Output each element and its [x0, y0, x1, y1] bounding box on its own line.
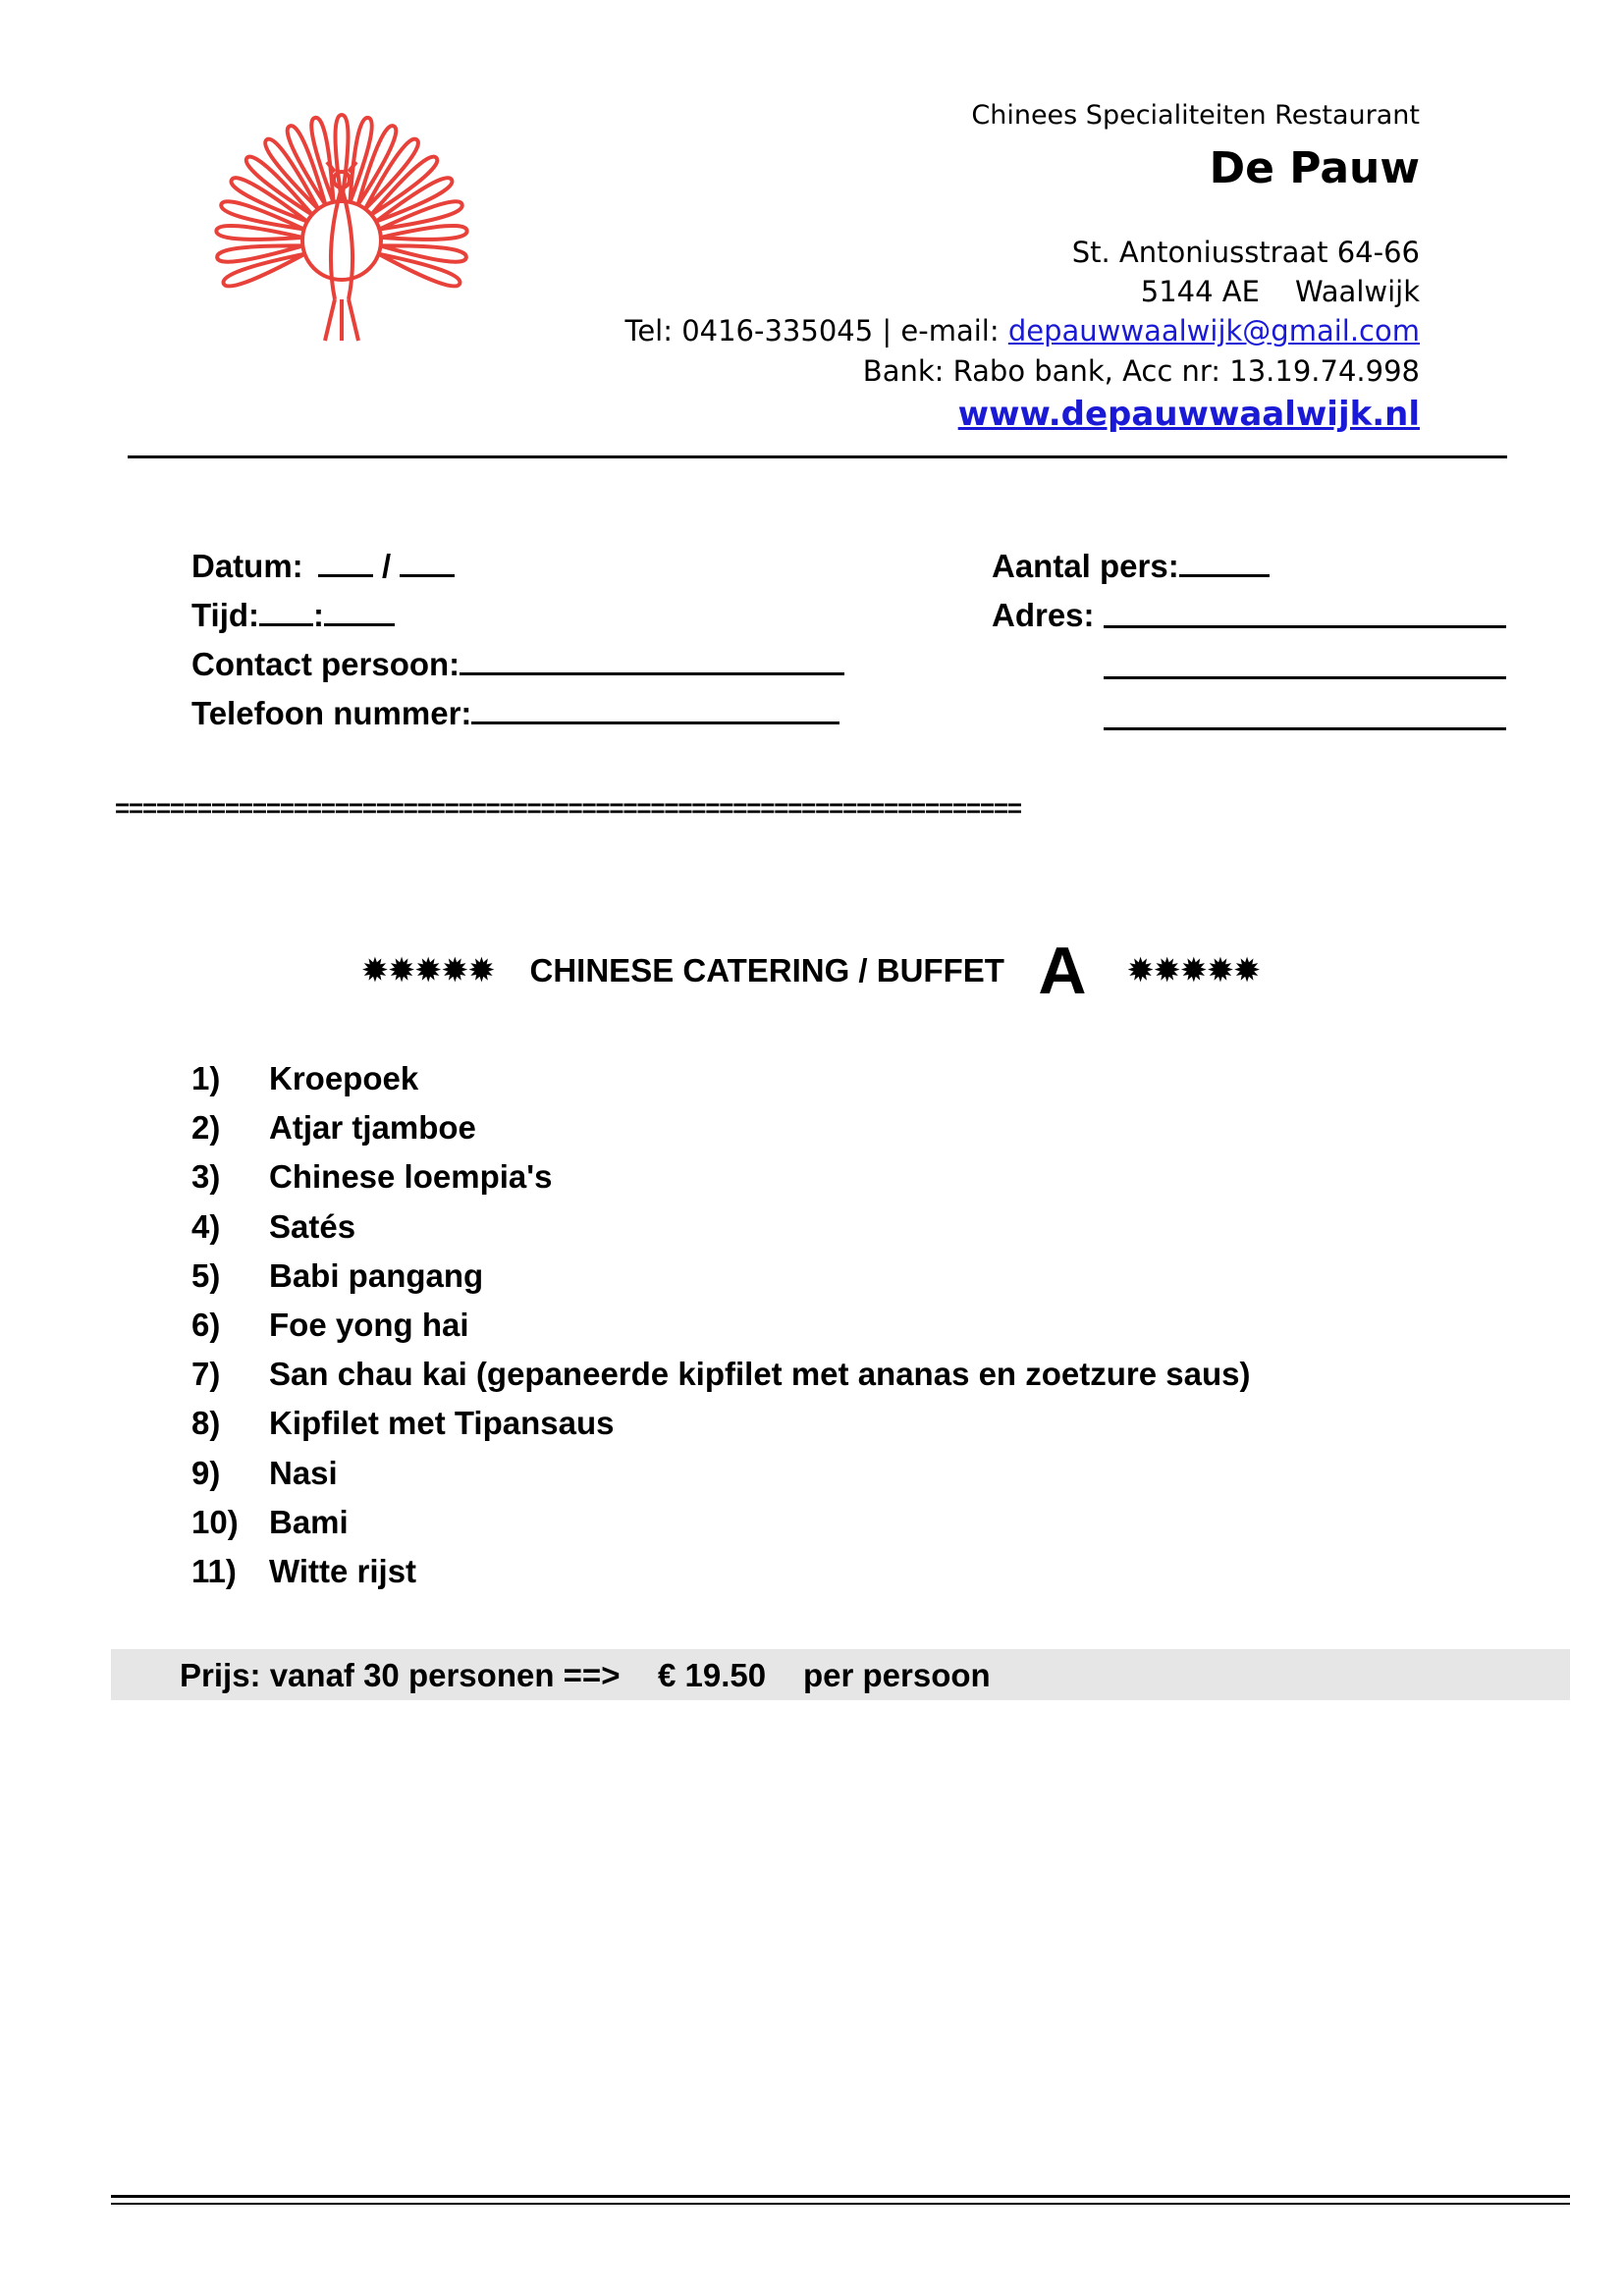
- adres-field[interactable]: [992, 597, 1095, 634]
- menu-item: 9) Nasi: [191, 1454, 338, 1491]
- menu-item: 11) Witte rijst: [191, 1552, 417, 1589]
- tijd-label: Tijd:: [191, 597, 260, 633]
- contact-line: [625, 314, 1420, 347]
- peacock-logo: [201, 93, 486, 348]
- bank-info: Bank: Rabo bank, Acc nr: 13.19.74.998: [862, 354, 1420, 388]
- datum-label: Datum:: [191, 548, 303, 584]
- menu-item: 6) Foe yong hai: [191, 1306, 469, 1343]
- separator-line: ==================================================================: [115, 793, 1021, 823]
- price-bar: [111, 1649, 1570, 1700]
- address-city-line: [1141, 275, 1420, 308]
- address-street: St. Antoniusstraat 64-66: [1071, 236, 1420, 269]
- telefoon-label: Telefoon nummer:: [191, 695, 472, 731]
- datum-field[interactable]: Datum: /: [191, 548, 455, 585]
- restaurant-name: De Pauw: [1209, 143, 1420, 193]
- menu-item: 2) Atjar tjamboe: [191, 1109, 476, 1147]
- menu-item: 3) Chinese loempia's: [191, 1158, 553, 1196]
- menu-item: 8) Kipfilet met Tipansaus: [191, 1405, 615, 1442]
- website-link[interactable]: www.depauwwaalwijk.nl: [957, 395, 1420, 434]
- menu-item: 1) Kroepoek: [191, 1060, 419, 1096]
- aantal-field[interactable]: [992, 548, 1270, 585]
- adres-line-1[interactable]: [1104, 625, 1506, 628]
- telefoon-field[interactable]: [191, 695, 839, 732]
- menu-item: 4) Satés: [191, 1207, 356, 1245]
- menu-title: CHINESE CATERING / BUFFET: [529, 952, 1004, 988]
- menu-letter: A: [1038, 934, 1087, 1008]
- email-link[interactable]: depauwwaalwijk@gmail.com: [1007, 314, 1420, 347]
- menu-item: 5) Babi pangang: [191, 1256, 484, 1294]
- menu-list: [191, 1060, 1251, 1602]
- address-city: Waalwijk: [1294, 275, 1420, 308]
- aantal-label: Aantal pers:: [992, 548, 1179, 584]
- address-postcode: 5144 AE: [1140, 275, 1260, 308]
- adres-label: Adres:: [992, 597, 1095, 633]
- contact-label: Contact persoon:: [191, 646, 460, 682]
- price-amount: € 19.50: [658, 1657, 767, 1693]
- header-divider: [128, 455, 1507, 458]
- tijd-field[interactable]: Tijd: :: [191, 597, 395, 634]
- price-label: Prijs: vanaf 30 personen ==>: [180, 1657, 621, 1693]
- stars-right-icon: ✹✹✹✹✹: [1127, 954, 1262, 988]
- contact-field[interactable]: [191, 646, 844, 683]
- adres-line-2[interactable]: [1104, 676, 1506, 679]
- menu-item: 7) San chau kai (gepaneerde kipfilet met ananas en zoetzure saus): [191, 1356, 1251, 1393]
- menu-item: 10) Bami: [191, 1503, 349, 1540]
- telephone: Tel: 0416-335045 | e-mail:: [624, 314, 1008, 347]
- restaurant-subtitle: Chinees Specialiteiten Restaurant: [971, 100, 1420, 131]
- menu-title-row: [0, 933, 1624, 1009]
- footer-divider: [111, 2195, 1570, 2205]
- price-unit: per persoon: [803, 1657, 991, 1693]
- adres-line-3[interactable]: [1104, 727, 1506, 730]
- stars-left-icon: ✹✹✹✹✹: [362, 954, 497, 988]
